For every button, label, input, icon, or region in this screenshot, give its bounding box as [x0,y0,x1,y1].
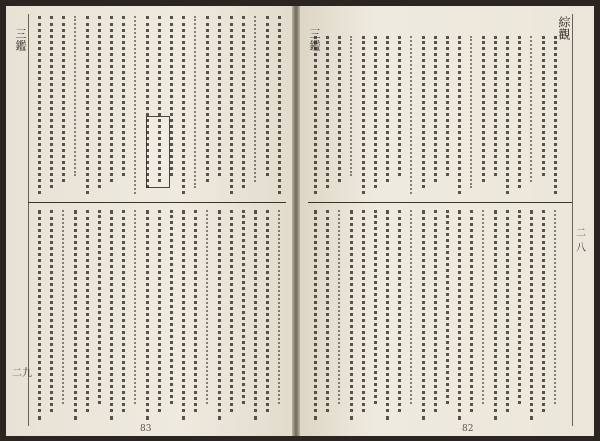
text-column-stroke [50,210,53,412]
text-column-stroke [158,16,161,182]
text-column-stroke [434,210,437,412]
text-column-stroke [518,36,521,188]
text-column-stroke [506,210,509,412]
text-column-stroke [350,210,353,420]
text-column-stroke [146,210,149,420]
text-column-stroke [554,36,557,194]
text-column-stroke [494,36,497,176]
text-column-stroke [386,36,389,182]
text-column-stroke [398,210,401,412]
text-column-stroke [218,16,221,176]
text-column-stroke [170,210,173,404]
text-column-stroke [326,36,329,188]
text-column-stroke [254,16,256,182]
text-column-stroke [98,16,101,188]
text-column-stroke [506,36,509,194]
right-page-number: 二八 [576,228,586,254]
text-column-stroke [422,210,425,420]
text-column-stroke [134,16,136,194]
text-column-stroke [350,36,352,176]
text-column-stroke [434,36,437,182]
text-column-stroke [470,36,472,188]
text-column-stroke [38,210,41,420]
left-page [6,6,292,436]
text-column-stroke [530,210,533,420]
text-column-stroke [86,210,89,412]
text-column-stroke [266,16,269,176]
text-column-stroke [374,210,377,404]
left-page-number: 二九 [12,368,32,379]
text-column-stroke [458,36,461,194]
text-column-stroke [182,210,185,420]
text-column-stroke [218,210,221,420]
text-column-stroke [146,16,149,188]
text-column-stroke [158,210,161,412]
text-column-stroke [482,210,484,404]
text-column-stroke [446,210,449,404]
text-column-stroke [494,210,497,420]
text-column-stroke [242,210,245,404]
text-column-stroke [266,210,269,412]
right-margin-rule [572,14,573,426]
text-column-stroke [530,36,532,182]
text-column-stroke [458,210,461,420]
text-column-stroke [410,210,412,404]
text-column-stroke [470,210,473,412]
book-gutter [292,6,300,436]
text-column-stroke [278,16,281,194]
text-column-stroke [410,36,412,194]
right-folio-label: 三鑑 [308,28,321,52]
text-column-stroke [314,36,317,194]
text-column-stroke [542,210,545,412]
text-column-stroke [74,16,76,176]
text-column-stroke [110,210,113,420]
text-column-stroke [374,36,377,188]
text-column-stroke [194,210,197,412]
text-column-stroke [86,16,89,194]
text-column-stroke [122,16,125,176]
text-column-stroke [62,210,64,404]
text-column-stroke [50,16,53,188]
text-column-stroke [230,16,233,194]
text-column-stroke [98,210,101,404]
text-column-stroke [338,210,340,404]
text-column-stroke [542,36,545,176]
text-column-stroke [398,36,401,176]
right-visible-word: 綜觀 [557,16,571,40]
text-column-stroke [518,210,521,404]
text-column-stroke [170,16,173,176]
text-column-stroke [386,210,389,420]
text-column-stroke [482,36,485,182]
text-column-stroke [278,210,280,404]
text-column-stroke [326,210,329,412]
text-column-stroke [194,16,196,188]
text-column-stroke [254,210,257,420]
text-column-stroke [206,16,209,182]
text-column-stroke [62,16,65,182]
text-column-stroke [446,36,449,176]
text-column-stroke [134,210,136,404]
text-column-stroke [122,210,125,412]
right-section-rule [308,202,572,203]
text-column-stroke [230,210,233,412]
text-column-stroke [314,210,317,420]
text-column-stroke [362,36,365,194]
text-column-stroke [182,16,185,194]
text-column-stroke [242,16,245,188]
left-footer-number: 83 [140,424,152,434]
text-column-stroke [338,36,341,182]
text-column-stroke [362,210,365,412]
right-footer-number: 82 [462,424,474,434]
text-column-stroke [74,210,77,420]
left-section-rule [28,202,286,203]
text-column-stroke [206,210,208,404]
right-page [300,6,594,436]
text-column-stroke [422,36,425,188]
left-folio-label: 三鑑 [14,28,27,52]
text-column-stroke [554,210,556,404]
text-column-stroke [38,16,41,194]
text-column-stroke [110,16,113,182]
